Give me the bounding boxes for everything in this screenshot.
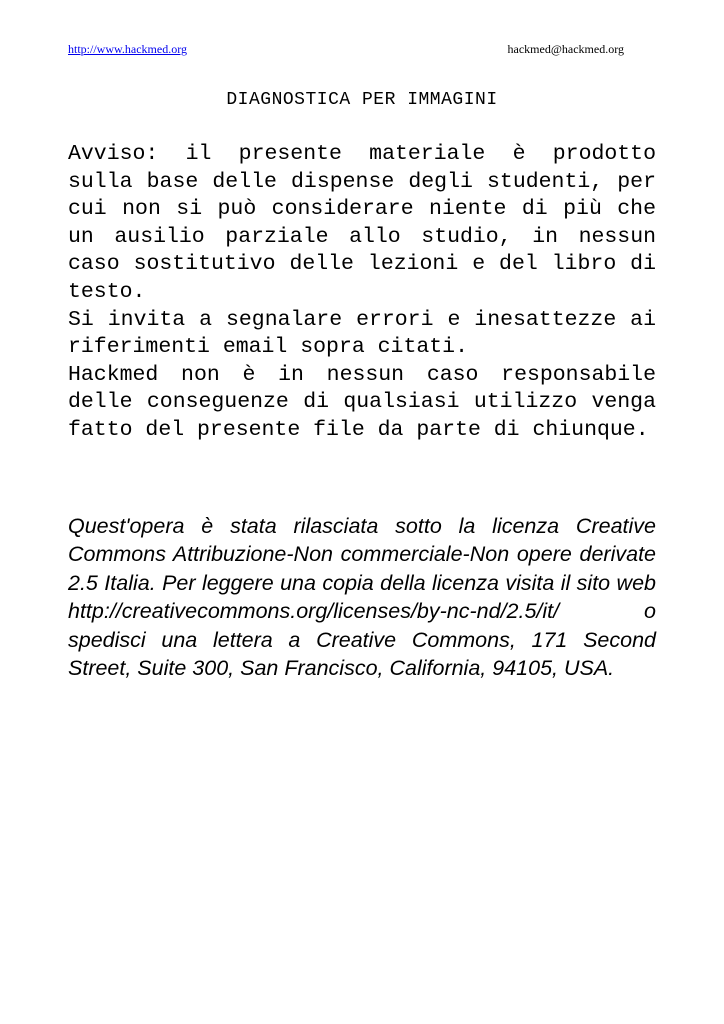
disclaimer-notice	[68, 141, 656, 445]
header-email: hackmed@hackmed.org	[507, 42, 624, 56]
report-errors-paragraph: Si invita a segnalare errori e inesattezze ai riferimenti email sopra citati.	[68, 307, 656, 360]
disclaimer-paragraph: Avviso: il presente materiale è prodotto sulla base delle dispense degli studenti, per cui non si può considerare niente di più che un ausilio parziale allo studio, in nessun caso sostitutivo delle lezioni e del libro di testo.	[68, 142, 656, 304]
document-title: DIAGNOSTICA PER IMMAGINI	[226, 90, 498, 110]
page-header	[68, 42, 624, 60]
website-link[interactable]: http://www.hackmed.org	[68, 42, 187, 56]
liability-paragraph: Hackmed non è in nessun caso responsabile delle conseguenze di qualsiasi utilizzo venga fatto del presente file da parte di chiunque.	[68, 362, 656, 442]
license-notice: Quest'opera è stata rilasciata sotto la licenza Creative Commons Attribuzione-Non commerciale-Non opere derivate 2.5 Italia. Per leggere una copia della licenza visita il sito web http://creativecommons.org/licenses/by-nc-nd/2.5/it/ o spedisci una lettera a Creative Commons, 171 Second Street, Suite 300, San Francisco, California, 94105, USA.	[68, 514, 656, 681]
